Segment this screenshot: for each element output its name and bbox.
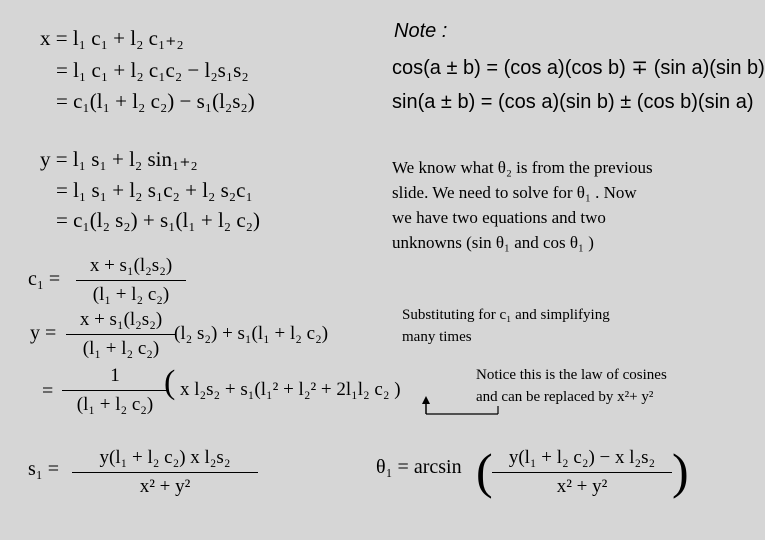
c1-numerator: x + s₁(l₂s₂): [89, 255, 173, 276]
x-eq-line3: = c₁(l₁ + l₂ c₂) − s₁(l₂s₂): [56, 89, 255, 113]
ysub-label: y =: [30, 322, 57, 344]
y-eq-line3: = c₁(l₂ s₂) + s₁(l₁ + l₂ c₂): [56, 208, 260, 232]
theta1-fraction-bar: [492, 472, 672, 473]
ysimpl-open-paren: (: [164, 364, 176, 401]
y-eq-line2: = l₁ s₁ + l₂ s₁c₂ + l₂ s₂c₁: [56, 178, 253, 202]
theta1-close-paren: ): [672, 443, 689, 499]
law-of-cosines-line1: Notice this is the law of cosines: [476, 367, 667, 383]
s1-fraction-bar: [72, 472, 258, 473]
theta1-numerator: y(l₁ + l₂ c₂) − x l₂s₂: [508, 447, 656, 468]
paragraph-line3: we have two equations and two: [392, 208, 606, 227]
identity-sin: sin(a ± b) = (cos a)(sin b) ± (cos b)(sin a): [392, 91, 754, 113]
s1-numerator: y(l₁ + l₂ c₂) x l₂s₂: [99, 447, 231, 468]
y-eq-line1: y = l₁ s₁ + l₂ sin₁₊₂: [40, 147, 198, 171]
ysimpl-denominator: (l₁ + l₂ c₂): [76, 394, 154, 415]
theta1-denominator: x² + y²: [556, 476, 608, 497]
theta1-label: θ₁ = arcsin: [376, 456, 462, 478]
ysub-denominator: (l₁ + l₂ c₂): [82, 338, 160, 359]
arrow-head-icon: [422, 396, 430, 404]
ysimpl-rest: x l₂s₂ + s₁(l₁² + l₂² + 2l₁l₂ c₂ ): [180, 379, 401, 400]
x-eq-line1: x = l₁ c₁ + l₂ c₁₊₂: [40, 26, 184, 50]
paragraph-line1: We know what θ₂ is from the previous: [392, 158, 653, 177]
c1-denominator: (l₁ + l₂ c₂): [92, 284, 170, 305]
ysimpl-label: =: [42, 380, 54, 402]
law-of-cosines-line2: and can be replaced by x²+ y²: [476, 389, 654, 405]
s1-denominator: x² + y²: [139, 476, 191, 497]
ysub-rest: (l₂ s₂) + s₁(l₁ + l₂ c₂): [174, 323, 329, 344]
substitution-note-line1: Substituting for c₁ and simplifying: [402, 307, 610, 323]
ysub-numerator: x + s₁(l₂s₂): [79, 309, 163, 330]
theta1-fraction: [492, 446, 672, 499]
x-eq-line2: = l₁ c₁ + l₂ c₁c₂ − l₂s₁s₂: [56, 58, 249, 82]
s1-label: s₁ =: [28, 458, 60, 480]
identity-cos: cos(a ± b) = (cos a)(cos b) ∓ (sin a)(sin b): [392, 57, 765, 79]
note-title: Note :: [394, 20, 448, 42]
paragraph-line4: unknowns (sin θ₁ and cos θ₁ ): [392, 233, 594, 252]
paragraph-line2: slide. We need to solve for θ₁ . Now: [392, 183, 637, 202]
c1-label: c₁ =: [28, 268, 61, 290]
theta1-open-paren: (: [476, 443, 493, 499]
ysimpl-numerator: 1: [110, 365, 120, 386]
s1-fraction: [72, 446, 258, 499]
substitution-note-line2: many times: [402, 329, 472, 345]
